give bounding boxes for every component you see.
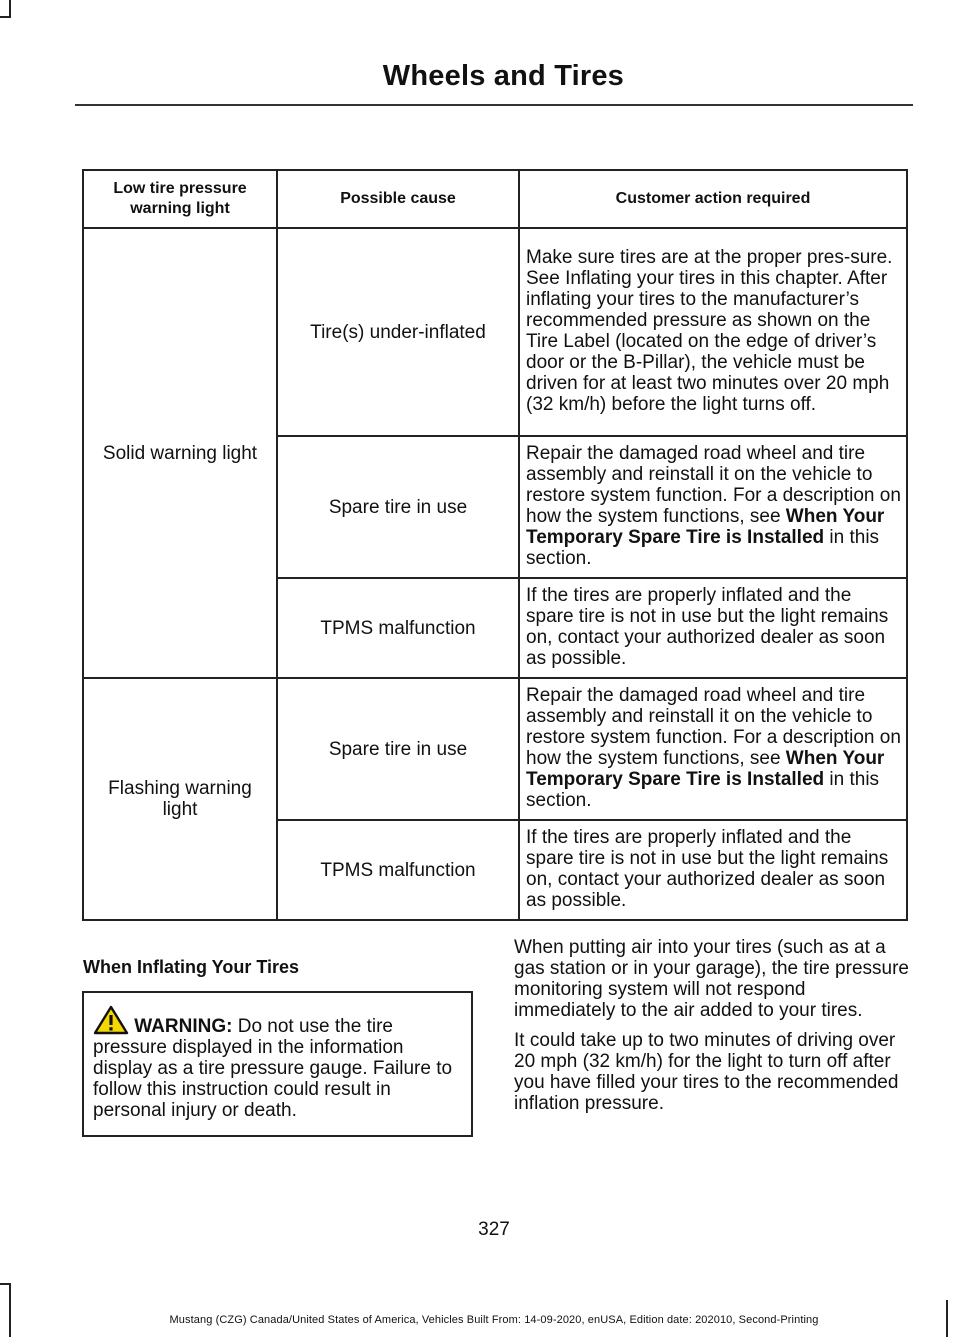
page-title: Wheels and Tires <box>382 60 624 92</box>
crop-mark-bottom-left-h <box>0 1283 11 1285</box>
crop-mark-top-left-h <box>0 16 11 18</box>
warning-text: Do not use the tire pressure displayed in the information display as a tire pressure gauge. Failure to follow this instruction could result in personal injury or death. <box>93 1016 453 1121</box>
cause-cell: Tire(s) under-inflated <box>277 228 519 436</box>
column-header-light: Low tire pressure warning light <box>83 170 277 228</box>
column-header-cause: Possible cause <box>277 170 519 228</box>
title-divider <box>75 104 913 106</box>
cross-reference: When Your Temporary Spare Tire is Installed <box>526 506 885 548</box>
action-text: Repair the damaged road wheel and tire assembly and reinstall it on the vehicle to restore system function. For a description on how the system functions, see <box>526 685 901 769</box>
cause-cell: TPMS malfunction <box>277 820 519 920</box>
cause-cell: TPMS malfunction <box>277 578 519 678</box>
table-row <box>83 678 907 820</box>
paragraph: When putting air into your tires (such as at a gas station or in your garage), the tire pressure monitoring system will not respond immediately to the air added to your tires. <box>514 937 909 1021</box>
crop-mark-bottom-left <box>9 1283 11 1337</box>
tpms-warning-table <box>82 169 908 921</box>
table-header-row <box>83 170 907 228</box>
action-cell <box>519 436 907 578</box>
action-text: in this section. <box>526 769 880 811</box>
light-cell-solid: Solid warning light <box>83 228 277 678</box>
body-text-column <box>514 937 909 1123</box>
light-cell-flashing: Flashing warning light <box>83 678 277 920</box>
page-footer: Mustang (CZG) Canada/United States of America, Vehicles Built From: 14-09-2020, enUSA, Edition date: 202010, Second-Printing <box>169 1314 819 1326</box>
action-text: in this section. <box>526 527 880 569</box>
column-header-action: Customer action required <box>519 170 907 228</box>
paragraph: It could take up to two minutes of driving over 20 mph (32 km/h) for the light to turn off after you have filled your tires to the recommended inflation pressure. <box>514 1030 899 1114</box>
table-row <box>83 228 907 436</box>
section-heading: When Inflating Your Tires <box>83 957 300 977</box>
action-text: Repair the damaged road wheel and tire assembly and reinstall it on the vehicle to restore system function. For a description on how the system functions, see <box>526 443 901 527</box>
action-cell: If the tires are properly inflated and the spare tire is not in use but the light remains on, contact your authorized dealer as soon as possible. <box>519 820 907 920</box>
cause-cell: Spare tire in use <box>277 436 519 578</box>
action-cell: Make sure tires are at the proper pres-sure. See Inflating your tires in this chapter. After inflating your tires to the manufacturer’s recommended pressure as shown on the Tire Label (located on the edge of driver’s door or the B-Pillar), the vehicle must be driven for at least two minutes over 20 mph (32 km/h) before the light turns off. <box>519 228 907 436</box>
action-cell: If the tires are properly inflated and the spare tire is not in use but the light remains on, contact your authorized dealer as soon as possible. <box>519 578 907 678</box>
action-cell <box>519 678 907 820</box>
cross-reference: When Your Temporary Spare Tire is Installed <box>526 748 885 790</box>
warning-box <box>82 991 473 1137</box>
warning-triangle-icon <box>93 1005 129 1035</box>
cause-cell: Spare tire in use <box>277 678 519 820</box>
warning-label: WARNING: <box>134 1016 233 1037</box>
page-number: 327 <box>478 1219 510 1240</box>
